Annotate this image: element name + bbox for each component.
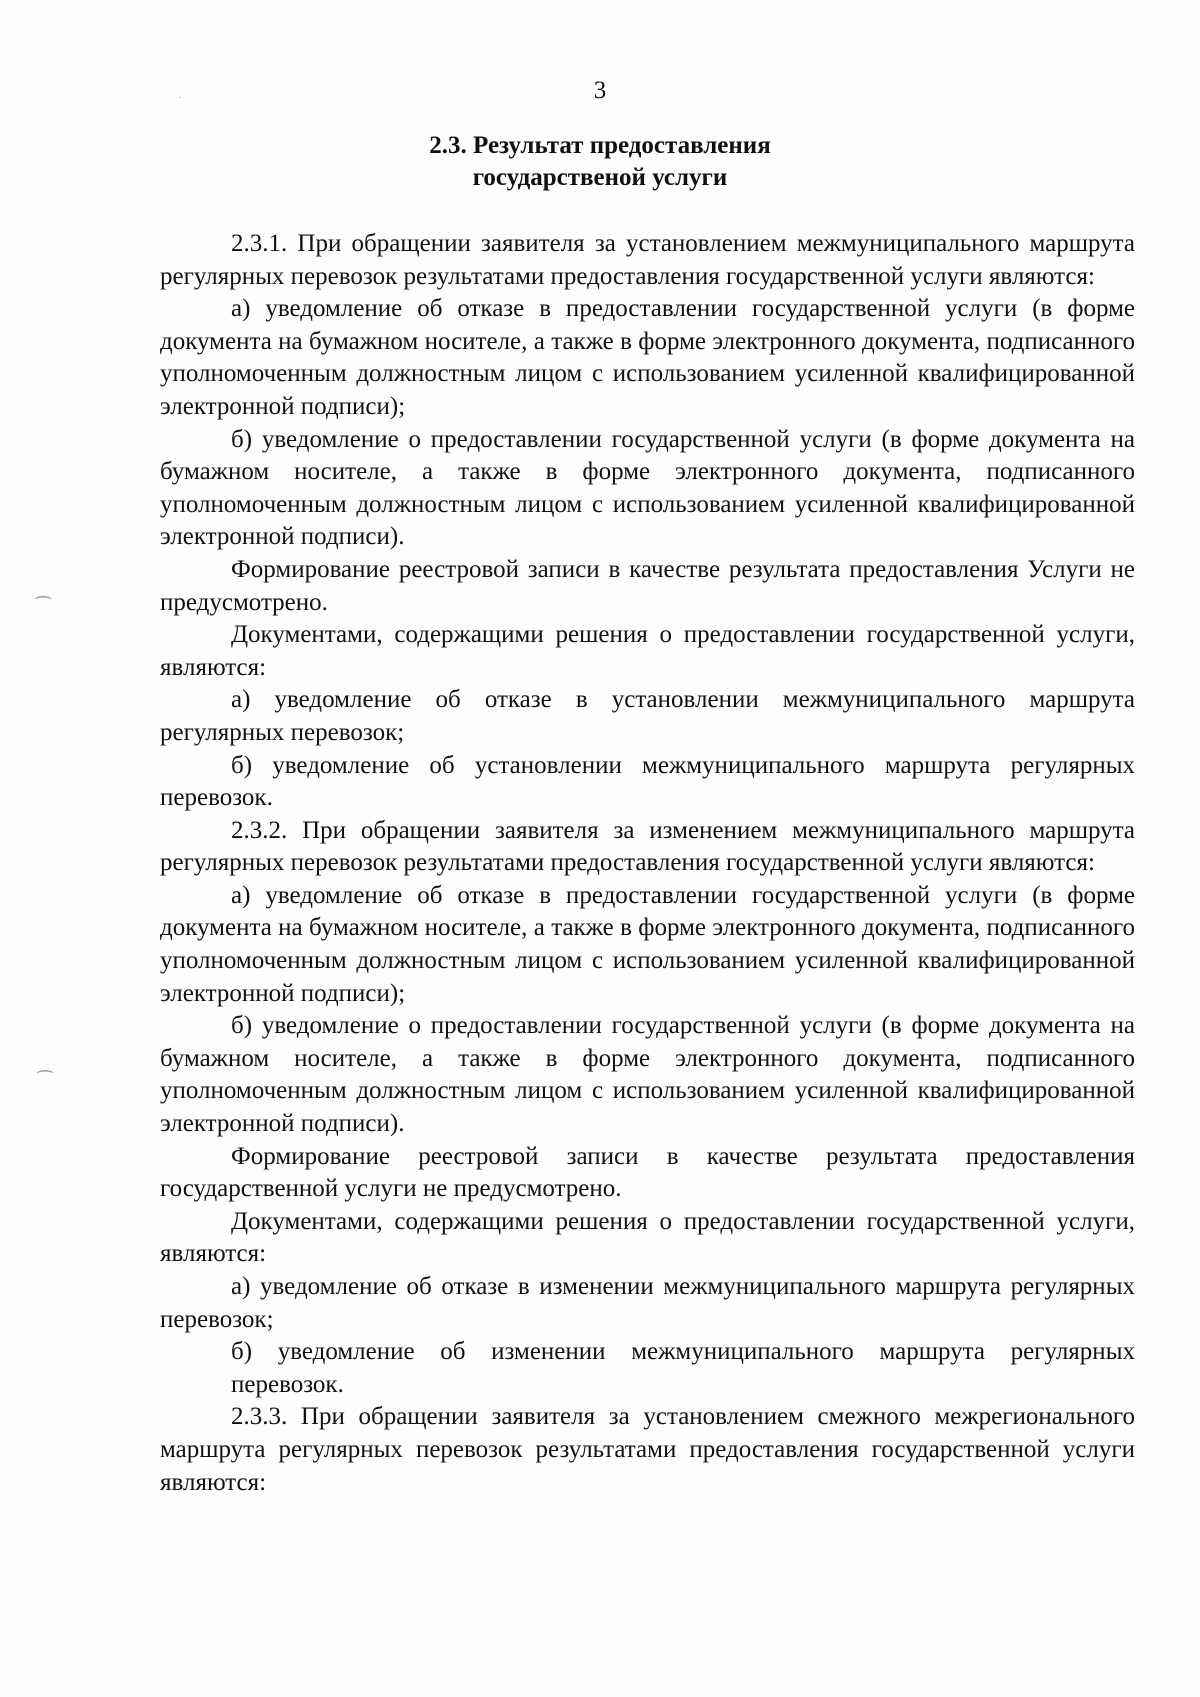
section-heading-line-2: государственой услуги	[472, 164, 728, 191]
paragraph: б) уведомление о предоставлении государственной услуги (в форме документа на бумажном носителе, а также в форме электронного документа, подписанного уполномоченным должностным лицом с использованием усиленной квалифицированной электронной подписи).	[160, 425, 1135, 551]
paragraph: Документами, содержащими решения о предоставлении государственной услуги, являются:	[160, 1207, 1135, 1268]
section-heading	[0, 130, 1200, 194]
paragraph: Формирование реестровой записи в качестве результата предоставления Услуги не предусмотрено.	[160, 555, 1135, 616]
paragraph: а) уведомление об отказе в предоставлении государственной услуги (в форме документа на бумажном носителе, а также в форме электронного документа, подписанного уполномоченным должностным лицом с использованием усиленной квалифицированной электронной подписи);	[160, 295, 1135, 420]
paragraph: 2.3.3. При обращении заявителя за установлением смежного межрегионального маршрута регулярных перевозок результатами предоставления государственной услуги являются:	[160, 1403, 1135, 1496]
paragraph: Формирование реестровой записи в качестве результата предоставления государственной услуги не предусмотрено.	[160, 1142, 1135, 1203]
paragraph: б) уведомление о предоставлении государственной услуги (в форме документа на бумажном носителе, а также в форме электронного документа, подписанного уполномоченным должностным лицом с использованием усиленной квалифицированной электронной подписи).	[160, 1012, 1135, 1138]
paragraph: Документами, содержащими решения о предоставлении государственной услуги, являются:	[160, 621, 1135, 681]
document-body	[160, 228, 1135, 1499]
paragraph: 2.3.2. При обращении заявителя за изменением межмуниципального маршрута регулярных перевозок результатами предоставления государственной услуги являются:	[160, 816, 1135, 877]
scan-speck-decoration: ·	[178, 93, 182, 104]
paragraph: 2.3.1. При обращении заявителя за установлением межмуниципального маршрута регулярных перевозок результатами предоставления государственной услуги являются:	[160, 230, 1135, 290]
section-heading-line-1: 2.3. Результат предоставления	[429, 132, 771, 159]
scan-speck-decoration: ⁀	[36, 597, 51, 617]
page-number: 3	[593, 77, 607, 104]
paragraph: а) уведомление об отказе в предоставлении государственной услуги (в форме документа на бумажном носителе, а также в форме электронного документа, подписанного уполномоченным должностным лицом с использованием усиленной квалифицированной электронной подписи);	[160, 881, 1135, 1007]
paragraph: а) уведомление об отказе в изменении межмуниципального маршрута регулярных перевозок;	[160, 1273, 1135, 1333]
paragraph: б) уведомление об установлении межмуниципального маршрута регулярных перевозок.	[160, 751, 1135, 812]
paragraph: б) уведомление об изменении межмуниципального маршрута регулярных перевозок.	[231, 1338, 1135, 1398]
scan-speck-decoration: ⁀	[38, 1071, 53, 1091]
paragraph: а) уведомление об отказе в установлении межмуниципального маршрута регулярных перевозок;	[160, 686, 1135, 746]
